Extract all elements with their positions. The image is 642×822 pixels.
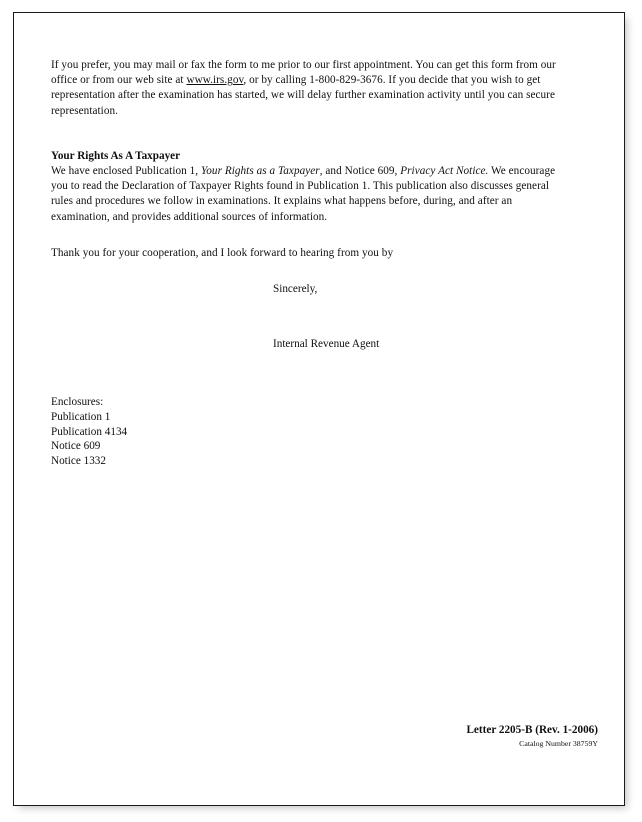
signature-block — [273, 282, 563, 352]
list-item: Notice 1332 — [51, 454, 106, 467]
paragraph-taxpayer-rights — [51, 164, 563, 225]
footer-letter-number: Letter 2205-B (Rev. 1-2006) — [466, 724, 598, 736]
paragraph-mail-or-fax — [51, 58, 563, 119]
footer-catalog-number: Catalog Number 38759Y — [519, 739, 598, 748]
irs-website-link[interactable]: www.irs.gov — [186, 74, 244, 87]
paragraph-closing-thanks: Thank you for your cooperation, and I look forward to hearing from you by — [51, 246, 394, 259]
rights-text-3: We encourage you to read the Declaration of Taxpayer Rights found in Publication 1. This publication also discusses general rules and procedures we follow in examinations. It explains what happens before, during, and after an examination, and provides additional sources of information. — [51, 165, 556, 223]
enclosures-list — [51, 395, 563, 468]
document-body — [51, 58, 563, 468]
spacer — [51, 119, 563, 149]
rights-text-2: , and Notice 609, — [319, 165, 401, 178]
notice-609-title: Privacy Act Notice. — [400, 165, 489, 178]
paragraph-mail-or-fax-text-2: , or by calling 1-800-829-3676. If you decide that you wish to get representation after the examination has started, we will delay further examination activity until you can secure representation. — [51, 74, 555, 117]
publication-1-title: Your Rights as a Taxpayer — [201, 165, 320, 178]
spacer — [51, 352, 563, 382]
signature-title: Internal Revenue Agent — [273, 338, 380, 351]
document-footer — [466, 723, 598, 749]
list-item: Publication 4134 — [51, 425, 128, 438]
spacer — [51, 225, 563, 246]
rights-text-1: We have enclosed Publication 1, — [51, 165, 202, 178]
section-heading-taxpayer-rights: Your Rights As A Taxpayer — [51, 149, 181, 162]
paragraph-mail-or-fax-text-1: If you prefer, you may mail or fax the form to me prior to our first appointment. You can get this form from our office or from our web site at — [51, 59, 556, 87]
list-item: Notice 609 — [51, 440, 101, 453]
spacer — [51, 382, 563, 395]
list-item: Publication 1 — [51, 411, 111, 424]
document-page — [13, 12, 625, 806]
signature-space — [273, 297, 563, 337]
spacer — [51, 261, 563, 282]
enclosures-label: Enclosures: — [51, 396, 104, 409]
signature-salutation: Sincerely, — [273, 283, 318, 296]
